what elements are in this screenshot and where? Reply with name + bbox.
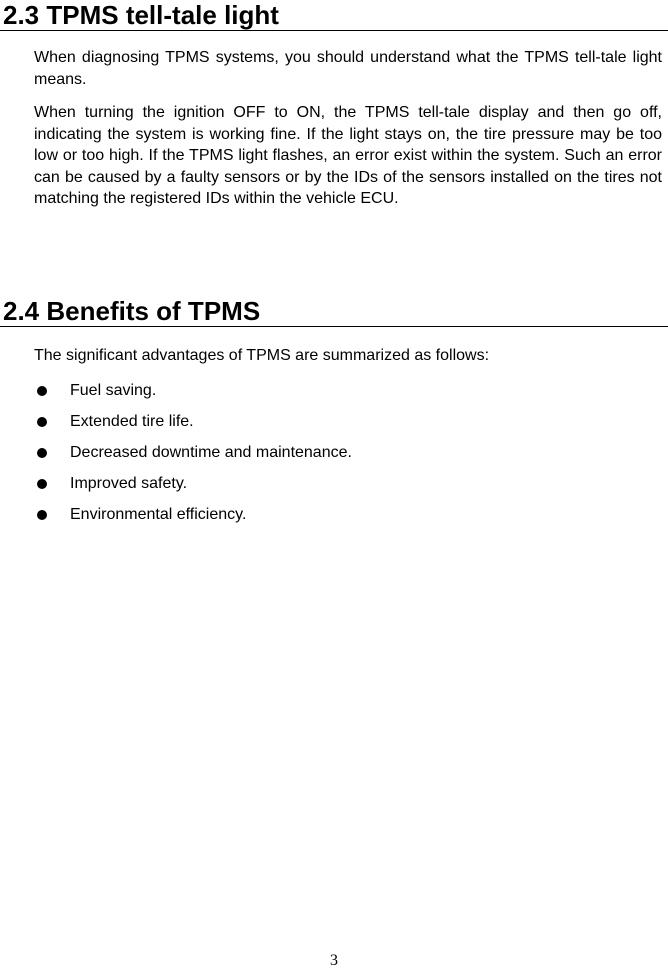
bullet-dot-icon (37, 386, 47, 396)
benefits-list (0, 381, 668, 536)
section-heading: 2.4 Benefits of TPMS (0, 296, 668, 327)
section-heading: 2.3 TPMS tell-tale light (0, 0, 668, 31)
bullet-dot-icon (37, 510, 47, 520)
list-item (0, 505, 668, 536)
section-benefits-of-tpms (0, 296, 668, 536)
section-tpms-tell-tale-light (0, 0, 668, 210)
paragraph-intro: When diagnosing TPMS systems, you should understand what the TPMS tell-tale light means. (34, 49, 662, 88)
list-item-text: Improved safety. (70, 474, 188, 492)
page-number: 3 (330, 952, 338, 969)
list-item (0, 381, 668, 412)
list-item-text: Decreased downtime and maintenance. (70, 443, 352, 461)
paragraph-benefits-intro: The significant advantages of TPMS are summarized as follows: (34, 347, 490, 364)
list-item-text: Extended tire life. (70, 412, 194, 430)
list-item (0, 412, 668, 443)
bullet-dot-icon (37, 417, 47, 427)
list-item-text: Environmental efficiency. (70, 505, 247, 523)
list-item (0, 443, 668, 474)
list-item-text: Fuel saving. (70, 381, 157, 399)
paragraph-tell-tale-behavior: When turning the ignition OFF to ON, the TPMS tell-tale display and then go off, indicating the system is working fine. If the light stays on, the tire pressure may be too low or too high. If the TPMS light flashes, an error exist within the system. Such an error can be caused by a faulty sensors or by the IDs of the sensors installed on the tires not matching the registered IDs within the vehicle ECU. (34, 104, 662, 207)
list-item (0, 474, 668, 505)
bullet-dot-icon (37, 479, 47, 489)
bullet-dot-icon (37, 448, 47, 458)
